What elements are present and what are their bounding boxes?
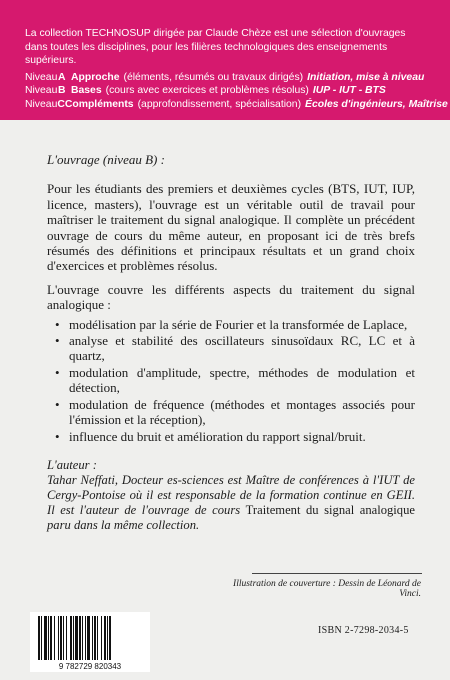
- section-heading: L'ouvrage (niveau B) :: [47, 152, 165, 167]
- topic-list: [47, 317, 415, 444]
- level-word: Niveau: [25, 98, 58, 110]
- divider: [252, 573, 422, 574]
- barcode-number: 9 782729 820343: [58, 662, 122, 671]
- book-description: [47, 152, 415, 445]
- collection-intro: La collection TECHNOSUP dirigée par Claude Chèze est une sélection d'ouvrages dans toutes les disciplines, pour les filières technologiques des enseignements supérieurs.: [25, 28, 406, 66]
- list-item: • modulation de fréquence (méthodes et montages associés pour l'émission et la réception),: [55, 396, 415, 428]
- coverage-intro: L'ouvrage couvre les différents aspects du traitement du signal analogique :: [47, 281, 415, 313]
- level-detail: (éléments, résumés ou travaux dirigés): [123, 71, 304, 83]
- level-name: Approche: [71, 71, 120, 83]
- isbn: ISBN 2-7298-2034-5: [318, 625, 409, 636]
- level-word: Niveau: [25, 85, 58, 96]
- bullet-icon: •: [55, 428, 60, 444]
- cover-credit: Illustration de couverture : Dessin de Léonard de Vinci.: [233, 579, 421, 599]
- author-section: [47, 458, 415, 533]
- level-c-row: [25, 98, 448, 112]
- bullet-icon: •: [55, 364, 60, 380]
- level-detail: (approfondissement, spécialisation): [137, 98, 302, 110]
- list-item: • analyse et stabilité des oscillateurs sinusoïdaux RC, LC et à quartz,: [55, 333, 415, 364]
- level-word: Niveau: [25, 71, 58, 83]
- level-letter: A: [58, 71, 66, 83]
- barcode-icon: [30, 612, 150, 672]
- level-a-row: [25, 71, 430, 85]
- list-item: • modélisation par la série de Fourier et la transformée de Laplace,: [55, 316, 408, 332]
- level-target: Écoles d'ingénieurs, Maîtrise: [305, 98, 448, 110]
- list-item: • modulation d'amplitude, spectre, méthodes de modulation et détection,: [55, 364, 415, 396]
- level-b-row: [25, 84, 430, 98]
- bullet-icon: •: [55, 396, 60, 412]
- level-name: Compléments: [64, 98, 134, 110]
- level-letter: C: [57, 98, 65, 110]
- author-heading: L'auteur :: [47, 458, 97, 472]
- level-target: IUP - IUT - BTS: [312, 85, 386, 96]
- collection-banner: [0, 0, 450, 120]
- level-target: Initiation, mise à niveau: [307, 71, 425, 83]
- list-item: • influence du bruit et amélioration du rapport signal/bruit.: [55, 428, 366, 444]
- author-bio: Tahar Neffati, Docteur es-sciences est Maître de conférences à l'IUT de Cergy-Pontoise où il est responsable de la formation continue en GEII. Il est l'auteur de l'ouvrage de cours Traitement du signal analogique paru dans la même collection.: [47, 473, 415, 532]
- description-paragraph: Pour les étudiants des premiers et deuxièmes cycles (BTS, IUT, IUP, licence, masters), l'ouvrage est un véritable outil de travail pour maîtriser le traitement du signal analogique. Il complète un précédent ouvrage de cours du même auteur, en proposant ici de très brefs résumés des définitions et principaux résultats et un grand choix d'exercices et problèmes résolus.: [47, 181, 415, 274]
- bullet-icon: •: [55, 316, 60, 332]
- level-name: Bases: [71, 85, 102, 96]
- collection-info: [25, 27, 448, 111]
- level-letter: B: [58, 85, 66, 96]
- bullet-icon: •: [55, 333, 60, 349]
- level-detail: (cours avec exercices et problèmes résolus): [105, 85, 309, 96]
- book-title: Traitement du signal analogique: [245, 503, 415, 517]
